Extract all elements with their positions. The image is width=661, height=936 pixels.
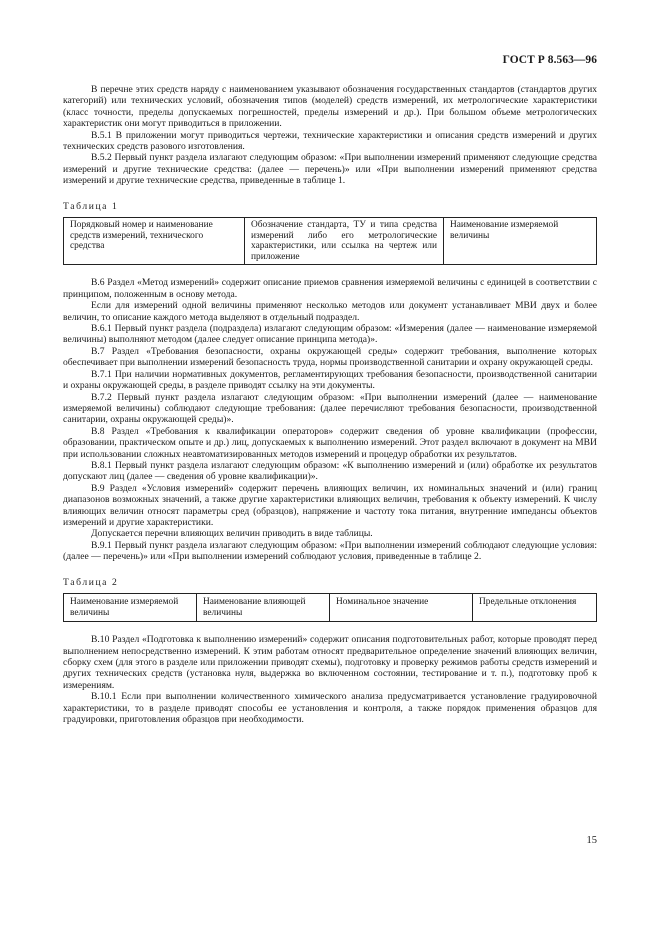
paragraph: В.5.1 В приложении могут приводиться чертежи, технические характеристики и описания средств измерений и других технических средств разового изготовления. — [63, 129, 597, 153]
table-cell: Обозначение стандарта, ТУ и типа средства измерений либо его метрологические характеристики, или ссылка на чертеж или приложение — [245, 218, 444, 265]
paragraph: В.5.2 Первый пункт раздела излагают следующим образом: «При выполнении измерений применяют следующие средства измерений и другие технические средства: (далее — перечень)» или «При выполнении измерений применяют средства измерений и другие технические средства, приведенные в таблице 1. — [63, 152, 597, 187]
paragraph: В.6 Раздел «Метод измерений» содержит описание приемов сравнения измеряемой величины с единицей в соответствии с принципом, положенным в основу метода. — [63, 277, 597, 300]
standard-header: ГОСТ Р 8.563—96 — [502, 54, 597, 66]
paragraph: В.8 Раздел «Требования к квалификации операторов» содержит сведения об уровне квалификации (профессии, образовании, практическом опыте и др.) лиц, допускаемых к выполнению измерений. Этот раздел включают в документ на МВИ при использовании сложных неавтоматизированных методов измерений и процедур обработки их результатов. — [63, 425, 597, 460]
table-1-label: Таблица 1 — [63, 200, 119, 212]
table-row — [64, 218, 597, 265]
table-row — [64, 594, 597, 622]
paragraph: В.10 Раздел «Подготовка к выполнению измерений» содержит описания подготовительных работ, которые проводят перед выполнением непосредственно измерений. К этим работам относят предварительное определение значений влияющих величин, сборку схем (для этого в разделе или приложении приводят схемы), подготовку и проверку режимов работы средств измерений и других технических средств (установка нуля, выдержка во включенном состоянии, тестирование и т. п.), подготовку проб к измерениям. — [63, 634, 597, 691]
table-cell: Номинальное значение — [330, 594, 473, 622]
paragraph: В.7 Раздел «Требования безопасности, охраны окружающей среды» содержит требования, выполнение которых обеспечивает при выполнении измерений безопасность труда, нормы производственной санитарии и охрану окружающей среды. — [63, 345, 597, 369]
table-2 — [63, 593, 597, 622]
paragraph: В.7.2 Первый пункт раздела излагают следующим образом: «При выполнении измерений (далее — наименование измеряемой величины) соблюдают следующие требования: (далее перечисляют требования безопасности, производственной санитарии, охраны окружающей среды)». — [63, 391, 597, 426]
document-body — [63, 84, 597, 725]
paragraph: В.8.1 Первый пункт раздела излагают следующим образом: «К выполнению измерений и (или) обработке их результатов допускают лиц (далее — сведения об уровне квалификации)». — [63, 459, 597, 483]
paragraph: В.9.1 Первый пункт раздела излагают следующим образом: «При выполнении измерений соблюдают следующие условия: (далее — перечень)» или «При выполнении измерений соблюдают условия, приведенные в таблице 2. — [63, 539, 597, 563]
paragraph: В.9 Раздел «Условия измерений» содержит перечень влияющих величин, их номинальных значений и (или) границ диапазонов возможных значений, а также другие характеристики влияющих величин, требования к объекту измерений. К числу влияющих величин относят параметры сред (образцов), напряжение и частоту тока питания, внутренние импедансы объектов измерений и другие характеристики. — [63, 482, 597, 528]
page-number: 15 — [586, 835, 597, 846]
paragraph: В.7.1 При наличии нормативных документов, регламентирующих требования безопасности, производственной санитарии и охраны окружающей среды, в разделе приводят ссылку на эти документы. — [63, 368, 597, 392]
table-2-label: Таблица 2 — [63, 576, 119, 588]
paragraph: В.10.1 Если при выполнении количественного химического анализа предусматривается установление градуировочной характеристики, то в разделе приводят способы ее установления и контроля, а также порядок применения образцов для градуировки, приготовления образцов при необходимости. — [63, 691, 597, 726]
table-cell: Порядковый номер и наименование средств измерений, технического средства — [64, 218, 245, 265]
table-cell: Наименование измеряемой величины — [444, 218, 597, 265]
table-cell: Предельные отклонения — [473, 594, 597, 622]
table-1 — [63, 217, 597, 265]
paragraph: Допускается перечни влияющих величин приводить в виде таблицы. — [91, 528, 373, 540]
table-cell: Наименование измеряемой величины — [64, 594, 197, 622]
paragraph: В перечне этих средств наряду с наименованием указывают обозначения государственных стандартов (стандартов других категорий) или технических условий, обозначения типов (моделей) средств измерений, их метрологические характеристики (класс точности, пределы допускаемых погрешностей, пределы измерений и др.). При большом объеме метрологических характеристик они могут приводиться в приложении. — [63, 84, 597, 130]
paragraph: В.6.1 Первый пункт раздела (подраздела) излагают следующим образом: «Измерения (далее — наименование измеряемой величины) выполняют методом (далее следует описание принципа метода)». — [63, 323, 597, 346]
paragraph: Если для измерений одной величины применяют несколько методов или документ устанавливает МВИ двух и более величин, то описание каждого метода выделяют в отдельный подраздел. — [63, 300, 597, 323]
table-cell: Наименование влияющей величины — [197, 594, 330, 622]
